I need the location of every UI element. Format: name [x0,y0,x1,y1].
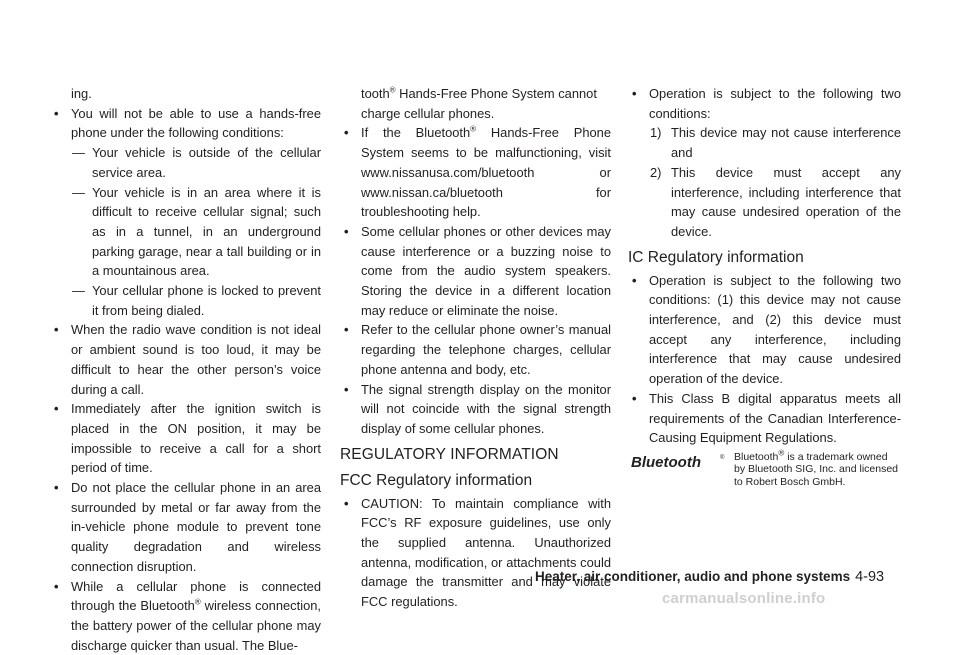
watermark: carmanualsonline.info [662,590,826,607]
list-item [51,478,321,577]
bullet-marker: • [344,322,349,338]
dash-marker: — [72,184,85,200]
list-item-text: If the Bluetooth [361,125,471,141]
bullet-marker: • [54,578,59,594]
list-item-text: Operation is subject to the following two conditions: (1) this device may not cause interference, and (2) this device must accept any interference, including interference that may cause undesired operation of the device. [649,272,901,387]
dash-marker: — [72,145,85,161]
registered-mark: ® [194,597,201,607]
sub-list-item [51,143,321,182]
trademark-text: Bluetooth [734,450,779,463]
bullet-marker: • [632,272,637,288]
registered-mark: ® [389,85,396,95]
list-item [341,494,611,612]
list-item [51,399,321,478]
continued-text-part: tooth [361,86,390,101]
bullet-marker: • [344,495,349,511]
list-item-text: While a cellular phone is connected through the Bluetooth [71,578,321,614]
list-item [51,577,321,655]
continued-text: ing. [71,86,92,101]
sub-list-item-text: Your cellular phone is locked to prevent it from being dialed. [92,283,321,318]
list-item-text: Do not place the cellular phone in an area surrounded by metal or far away from the in-vehicle phone module to prevent tone quality degradation and wireless connection disruption. [71,480,321,574]
column-3 [629,84,901,511]
continued-text [341,84,611,123]
footer-section-title: Heater, air conditioner, audio and phone systems [535,569,851,584]
bullet-marker: • [344,125,349,141]
registered-mark: ® [470,125,477,135]
bluetooth-logo-text: Bluetooth [631,453,701,471]
sub-list-item [51,281,321,320]
page-number: 4-93 [855,569,885,585]
page-footer [535,569,884,585]
list-item-text: wireless connection, the battery power of the cellular phone may discharge quicker than usual. The Blue- [71,598,321,653]
numbered-item-text: This device must accept any interference, including interference that may cause undesired operation of the device. [671,164,901,239]
list-item-text: The signal strength display on the monitor will not coincide with the signal strength display of some cellular phones. [361,381,611,436]
list-item [629,271,901,389]
bluetooth-trademark [629,448,901,511]
column-2 [341,84,611,612]
dash-marker: — [72,283,85,299]
list-item [629,389,901,448]
list-item-text: Some cellular phones or other devices may cause interference or a buzzing noise to come from the audio system speakers. Storing the device in a different location may reduce or eliminate the noise. [361,223,611,318]
list-item-text: You will not be able to use a hands-free phone under the following conditions: [71,105,321,141]
sub-list-item-text: Your vehicle is outside of the cellular service area. [92,145,321,180]
list-item [341,320,611,379]
sub-list-item [51,183,321,282]
list-item-text: Operation is subject to the following two conditions: [649,86,901,121]
numbered-item [629,123,901,162]
bullet-marker: • [54,480,59,496]
list-item [341,380,611,439]
section-heading: REGULATORY INFORMATION [340,445,559,463]
trademark-note [734,448,899,488]
registered-mark: ® [720,454,725,461]
numbered-item [629,163,901,242]
registered-mark: ® [778,448,785,458]
list-item-text: Immediately after the ignition switch is placed in the ON position, it may be impossible to receive a call for a short period of time. [71,401,321,476]
bullet-marker: • [54,322,59,338]
bullet-marker: • [344,381,349,397]
list-item-text: CAUTION: To maintain compliance with FCC’s RF exposure guidelines, use only the supplied antenna. Unauthorized antenna, modification, or attachments could damage the transmitter and may violate FCC regulations. [361,495,611,610]
column-1 [51,84,321,655]
continued-text-part: Hands-Free Phone System cannot charge cellular phones. [361,86,597,121]
list-item [51,104,321,143]
number-marker: 1) [650,125,662,141]
list-item-text: Refer to the cellular phone owner’s manual regarding the telephone charges, cellular phone antenna and body, etc. [361,322,611,377]
bullet-marker: • [54,105,59,121]
list-item [341,123,611,222]
sub-list-item-text: Your vehicle is in an area where it is difficult to receive cellular signal; such as in a tunnel, in an underground parking garage, near a tall building or in a mountainous area. [92,184,321,279]
bullet-marker: • [632,86,637,101]
numbered-item-text: This device may not cause interference and [671,125,901,161]
bluetooth-logo [630,453,728,471]
list-item [629,84,901,123]
list-item-text: Hands-Free Phone System seems to be malfunctioning, visit www.nissanusa.com/bluetooth or www.nissan.ca/bluetooth for troubleshooting help. [361,125,611,220]
number-marker: 2) [650,164,662,180]
subsection-heading: IC Regulatory information [628,248,804,266]
bullet-marker: • [344,223,349,239]
list-item [341,222,611,321]
bullet-marker: • [54,401,59,417]
subsection-heading: FCC Regulatory information [340,471,533,489]
trademark-text: is a trademark owned by Bluetooth SIG, Inc. and licensed to Robert Bosch GmbH. [734,450,899,488]
list-item-text: This Class B digital apparatus meets all requirements of the Canadian Interference-Causing Equipment Regulations. [649,390,901,446]
list-item [51,320,321,399]
list-item-text: When the radio wave condition is not ideal or ambient sound is too loud, it may be difficult to hear the other person’s voice during a call. [71,322,321,397]
bullet-marker: • [632,390,637,406]
